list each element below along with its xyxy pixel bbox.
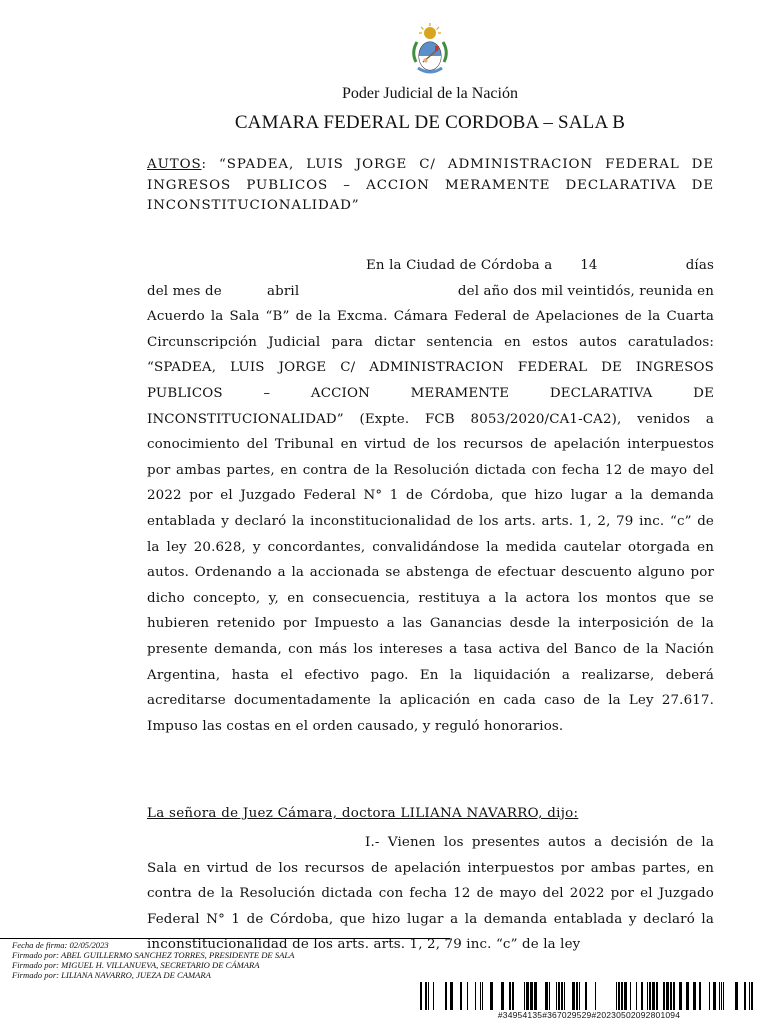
signature-line: Firmado por: ABEL GUILLERMO SANCHEZ TORRES, PRESIDENTE DE SALA — [12, 950, 295, 960]
month-prefix: del mes de — [147, 283, 222, 299]
month-line — [147, 279, 714, 305]
days-word: días — [685, 258, 714, 273]
institution-heading: Poder Judicial de la Nación — [342, 85, 518, 102]
barcode — [420, 982, 758, 1010]
case-title — [147, 155, 714, 217]
signature-line: Firmado por: LILIANA NAVARRO, JUEZA DE CAMARA — [12, 970, 211, 980]
vote-heading-text: La señora de Juez Cámara, doctora LILIANA NAVARRO, dijo: — [147, 806, 579, 821]
year-text: del año dos mil veintidós, reunida en — [457, 283, 714, 299]
autos-text: : “SPADEA, LUIS JORGE C/ ADMINISTRACION FEDERAL DE INGRESOS PUBLICOS – ACCION MERAMENTE DECLARATIVA DE INCONSTITUCIONALIDAD” — [147, 157, 714, 213]
signature-date: Fecha de firma: 02/05/2023 — [12, 940, 109, 950]
day-value: 14 — [580, 258, 598, 273]
signature-divider — [0, 938, 450, 939]
signature-line: Firmado por: MIGUEL H. VILLANUEVA, SECRETARIO DE CÁMARA — [12, 960, 260, 970]
signature-block — [12, 940, 294, 980]
vote-heading — [147, 806, 714, 821]
coat-of-arms-icon — [409, 22, 451, 80]
vote-text: I.- Vienen los presentes autos a decisión de la Sala en virtud de los recursos de apelación interpuestos por ambas partes, en contra de la Resolución dictada con fecha 12 de mayo del 2022 por el Juzgado Federal N° 1 de Córdoba, que hizo lugar a la demanda entablada y declaró la inconstitucionalidad de los arts. arts. 1, 2, 79 inc. “c” de la ley — [147, 835, 714, 953]
opening-paragraph: Acuerdo la Sala “B” de la Excma. Cámara Federal de Apelaciones de la Cuarta Circunscripción Judicial para dictar sentencia en estos autos caratulados: “SPADEA, LUIS JORGE C/ ADMINISTRACION FEDERAL DE INGRESOS PUBLICOS – ACCION MERAMENTE DECLARATIVA DE INCONSTITUCIONALIDAD” (Expte. FCB 8053/2020/CA1-CA2), venidos a conocimiento del Tribunal en virtud de los recursos de apelación interpuestos por ambas partes, en contra de la Resolución dictada con fecha 12 de mayo del 2022 por el Juzgado Federal N° 1 de Córdoba, que hizo lugar a la demanda entablada y declaró la inconstitucionalidad de los arts. arts. 1, 2, 79 inc. “c” de la ley 20.628, y concordantes, convalidándose la medida cautelar otorgada en autos. Ordenando a la accionada se abstenga de efectuar descuento alguno por dicho concepto, y, en consecuencia, restituya a la actora los montos que se hubieren retenido por Impuesto a las Ganancias desde la interposición de la presente demanda, con más los intereses a tasa activa del Banco de la Nación Argentina, hasta el efectivo pago. En la liquidación a realizarse, deberá acreditarse documentadamente la aplicación en cada caso de la Ley 27.617. Impuso las costas en el orden causado, y reguló honorarios. — [147, 309, 714, 734]
month-value: abril — [267, 283, 300, 299]
opening-section — [147, 253, 714, 739]
city-text: En la Ciudad de Córdoba a — [366, 258, 553, 273]
court-heading: CAMARA FEDERAL DE CORDOBA – SALA B — [234, 112, 626, 133]
autos-label: AUTOS — [147, 157, 202, 172]
barcode-text: #34954135#367029529#20230502092801094 — [497, 1010, 681, 1020]
date-line — [147, 253, 714, 279]
